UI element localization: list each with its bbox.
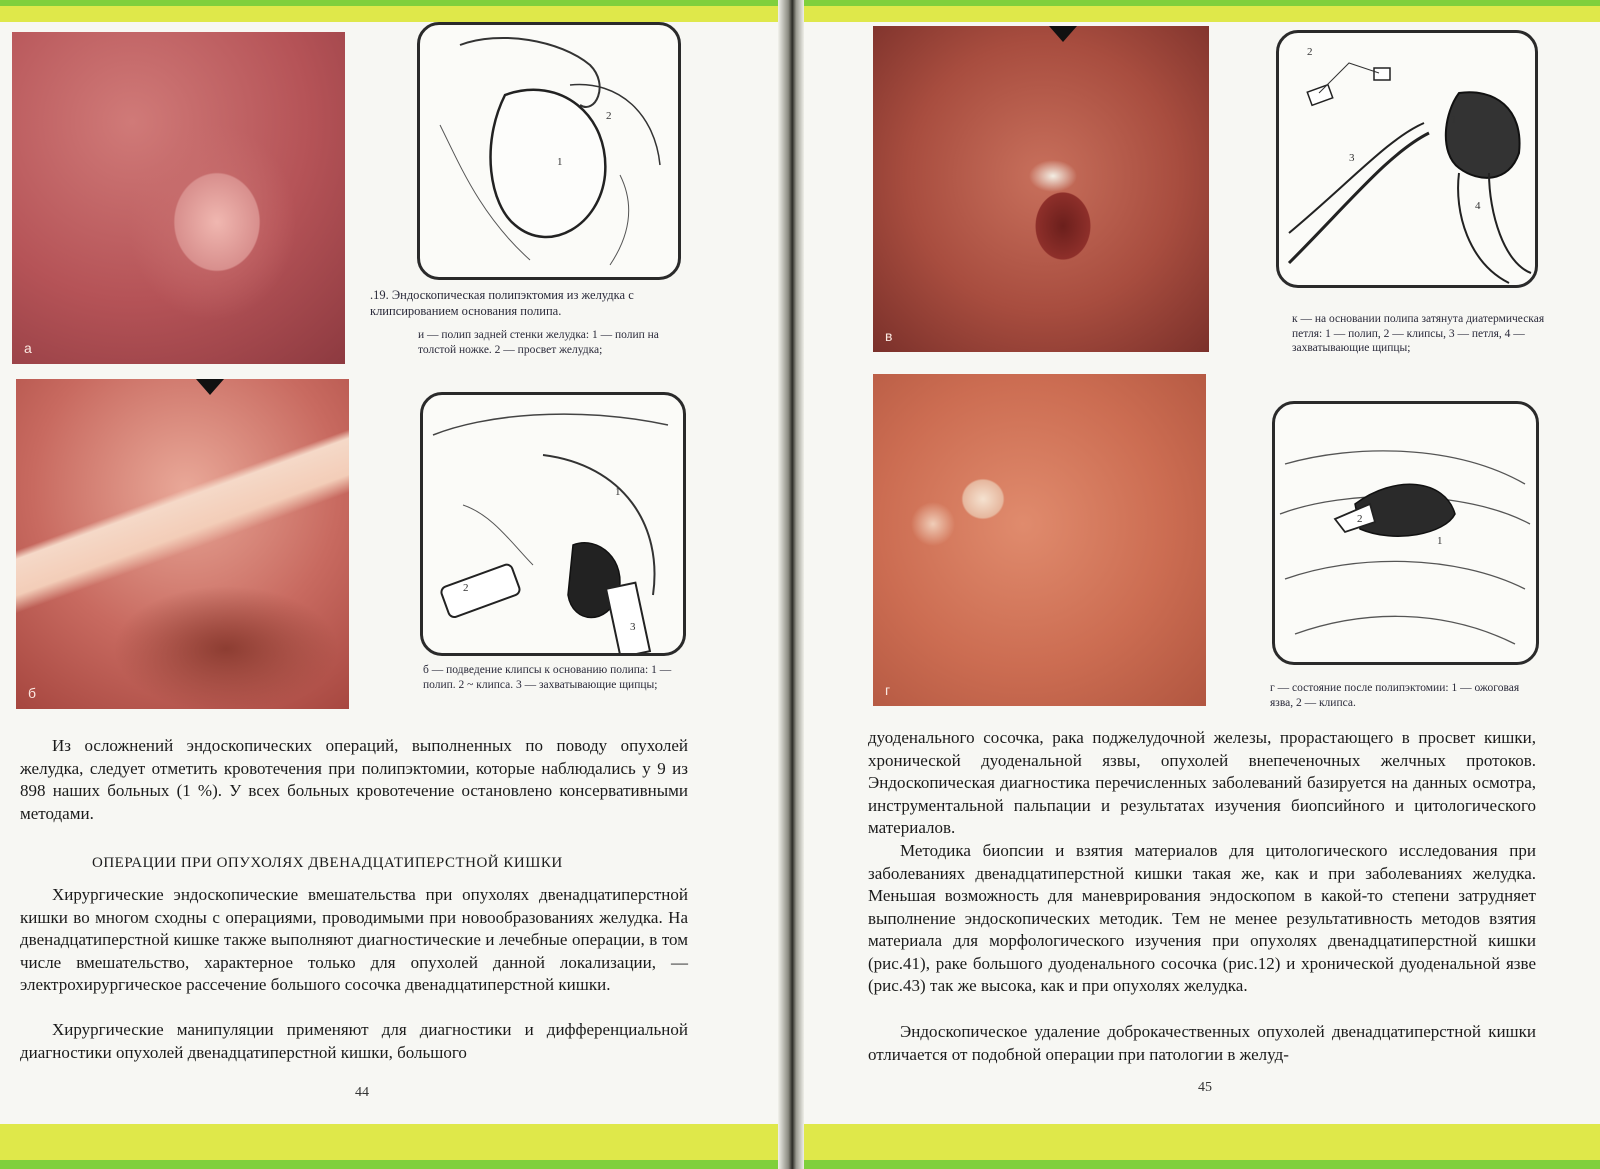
drawing-g-label-2: 2 — [1357, 513, 1363, 525]
photo-v-label: в — [885, 328, 893, 344]
endoscopy-photo-b — [16, 379, 349, 709]
left-paragraph-2: Хирургические эндоскопические вмешательства при опухолях двенадцатиперстной кишки во многом сходны с операциями, проводимыми при новообразованиях желудка. На двенадцатиперстной кишке также выполняют диагностические и лечебные операции, в том числе вмешательство, характерное только для опухолей данной локализации, — электрохирургическое рассечение большого сосочка двенадцатиперстной кишки. — [20, 885, 688, 994]
caption-v: к — на основании полипа затянута диатермическая петля: 1 — полип, 2 — клипсы, 3 — петля, 4 — захватывающие щипцы; — [1292, 313, 1545, 354]
endoscopy-photo-v — [873, 26, 1209, 352]
photo-a-label: а — [24, 340, 32, 356]
drawing-b-label-2: 2 — [463, 582, 469, 594]
caption-g: г — состояние после полипэктомии: 1 — ожоговая язва, 2 — клипса. — [1270, 682, 1520, 709]
drawing-b — [420, 392, 686, 656]
left-paragraph-3: Хирургические манипуляции применяют для диагностики и дифференциальной диагностики опухолей двенадцатиперстной кишки, большого — [20, 1020, 688, 1062]
caption-a: и — полип задней стенки желудка: 1 — полип на толстой ножке. 2 — просвет желудка; — [418, 329, 659, 356]
section-heading: ОПЕРАЦИИ ПРИ ОПУХОЛЯХ ДВЕНАДЦАТИПЕРСТНОЙ КИШКИ — [92, 855, 563, 871]
photo-b-notch — [196, 379, 224, 395]
right-paragraph-1: дуоденального сосочка, рака поджелудочной железы, прорастающего в просвет кишки, хронической дуоденальной язвы, опухолей внепеченочных желчных протоков. Эндоскопическая диагностика перечисленных заболеваний базируется на данных осмотра, инструментальной пальпации и результатах изучения биопсийного и цитологического материалов. — [868, 728, 1536, 837]
drawing-g — [1272, 401, 1539, 665]
drawing-v-label-3: 3 — [1349, 152, 1355, 164]
endoscopy-photo-g — [873, 374, 1206, 706]
left-page — [0, 22, 788, 1124]
photo-v-notch — [1049, 26, 1077, 42]
drawing-v-label-1: 1 — [1451, 114, 1457, 126]
drawing-a-label-2: 2 — [606, 110, 612, 122]
drawing-v-label-2: 2 — [1307, 46, 1313, 58]
drawing-b-label-1: 1 — [615, 486, 621, 498]
book-spine-gutter — [778, 0, 804, 1169]
drawing-g-label-1: 1 — [1437, 535, 1443, 547]
drawing-b-label-3: 3 — [630, 621, 636, 633]
page-number-left: 44 — [355, 1085, 369, 1100]
endoscopy-photo-a — [12, 32, 345, 364]
drawing-a-label-1: 1 — [557, 156, 563, 168]
left-paragraph-1: Из осложнений эндоскопических операций, выполненных по поводу опухолей желудка, следует отметить кровотечения при полипэктомии, которые наблюдались у 9 из 898 наших больных (1 %). У всех больных кровотечение остановлено консервативными методами. — [20, 736, 688, 823]
right-paragraph-2: Методика биопсии и взятия материалов для цитологического исследования при заболеваниях двенадцатиперстной кишки такая же, как и при заболеваниях желудка. Меньшая возможность для маневрирования эндоскопом в какой-то степени затрудняет выполнение эндоскопических методик. Тем не менее результативность методов взятия материала для морфологического изучения при опухолях двенадцатиперстной кишки (рис.41), раке большого дуоденального сосочка (рис.12) и хронической дуоденальной язве (рис.43) так же высока, как и при опухолях желудка. — [868, 841, 1536, 995]
drawing-v-label-4: 4 — [1475, 200, 1481, 212]
page-number-right: 45 — [1198, 1080, 1212, 1095]
caption-b: б — подведение клипсы к основанию полипа: 1 — полип. 2 ~ клипса. 3 — захватывающие щипцы; — [423, 664, 672, 691]
right-paragraph-3: Эндоскопическое удаление доброкачественных опухолей двенадцатиперстной кишки отличается от подобной операции при патологии в желуд- — [868, 1022, 1536, 1064]
photo-g-label: г — [885, 682, 891, 698]
photo-b-label: б — [28, 685, 37, 701]
drawing-a — [417, 22, 681, 280]
right-page — [790, 22, 1600, 1124]
figure-title: .19. Эндоскопическая полипэктомия из желудка с клипсированием основания полипа. — [370, 288, 634, 318]
drawing-v — [1276, 30, 1538, 288]
